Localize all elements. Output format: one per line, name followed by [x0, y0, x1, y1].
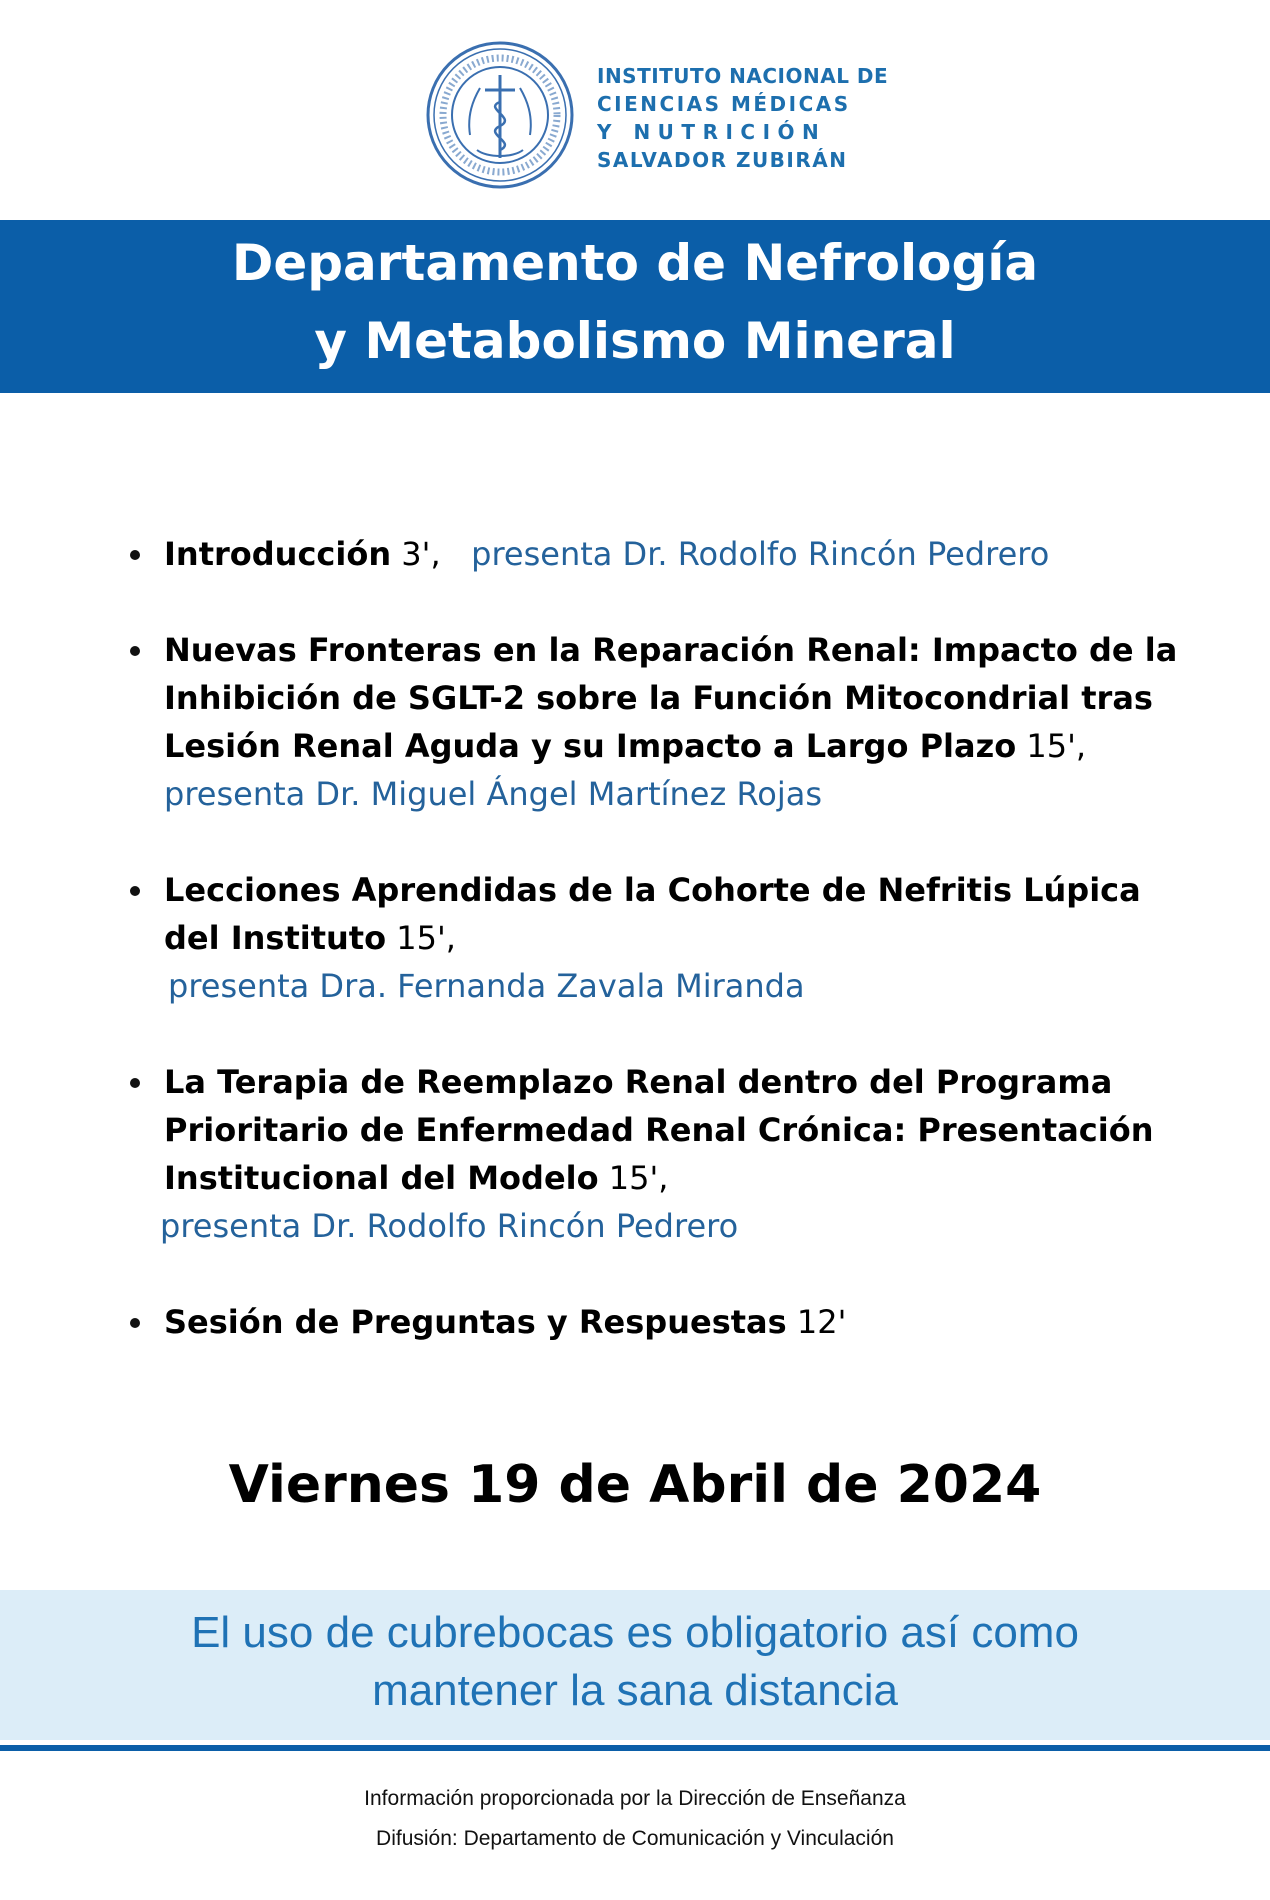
- banner-title-line: Departamento de Nefrología: [231, 234, 1039, 292]
- agenda-item-title: Lecciones Aprendidas de la Cohorte de Nefritis Lúpica del Instituto: [164, 871, 1141, 957]
- bullet-icon: [130, 550, 140, 560]
- institute-logo: [425, 40, 889, 190]
- bullet-icon: [130, 1318, 140, 1328]
- agenda-item-duration: 3',: [391, 535, 441, 573]
- agenda-item-duration: 15',: [1016, 727, 1087, 765]
- agenda-item-title: Introducción: [164, 535, 392, 573]
- bullet-icon: [130, 1078, 140, 1088]
- footer-info: Información proporcionada por la Dirección de Enseñanza: [364, 1787, 906, 1810]
- divider: [0, 1745, 1270, 1751]
- institute-name-line: CIENCIAS MÉDICAS: [597, 92, 851, 116]
- agenda-item: [128, 530, 1178, 578]
- mask-notice: [0, 1590, 1270, 1740]
- agenda-item-presenter: presenta Dr. Rodolfo Rincón Pedrero: [160, 1207, 739, 1245]
- agenda-item-presenter: presenta Dr. Miguel Ángel Martínez Rojas: [164, 775, 822, 813]
- agenda-item: [128, 626, 1178, 818]
- notice-line: El uso de cubrebocas es obligatorio así como: [191, 1608, 1079, 1657]
- agenda-item: [128, 866, 1178, 1010]
- agenda-item-title: Sesión de Preguntas y Respuestas: [164, 1303, 787, 1341]
- event-date: Viernes 19 de Abril de 2024: [228, 1455, 1042, 1515]
- agenda-item: [128, 1058, 1178, 1250]
- institute-name-line: SALVADOR ZUBIRÁN: [597, 148, 848, 172]
- bullet-icon: [130, 886, 140, 896]
- department-banner: [0, 220, 1270, 393]
- agenda-item-presenter: presenta Dra. Fernanda Zavala Miranda: [168, 967, 805, 1005]
- institute-name-line: INSTITUTO NACIONAL DE: [597, 64, 889, 88]
- institute-name: [597, 62, 889, 174]
- agenda-item-title: Nuevas Fronteras en la Reparación Renal: Impacto de la Inhibición de SGLT-2 sobre la Función Mitocondrial tras Lesión Renal Aguda y su Impacto a Largo Plazo: [164, 631, 1178, 765]
- institute-seal-icon: [425, 40, 575, 190]
- bullet-icon: [130, 646, 140, 656]
- banner-title-line: y Metabolismo Mineral: [314, 312, 956, 370]
- institute-name-line: Y NUTRICIÓN: [597, 120, 827, 144]
- agenda-item-duration: 12': [786, 1303, 847, 1341]
- agenda-item-duration: 15',: [386, 919, 456, 957]
- agenda-list: [128, 530, 1178, 1346]
- agenda-item: [128, 1298, 1178, 1346]
- notice-line: mantener la sana distancia: [372, 1666, 898, 1715]
- agenda-item-duration: 15',: [598, 1159, 669, 1197]
- agenda-item-title: La Terapia de Reemplazo Renal dentro del Programa Prioritario de Enfermedad Renal Crónica: Presentación Institucional del Modelo: [164, 1063, 1154, 1197]
- agenda-item-presenter: presenta Dr. Rodolfo Rincón Pedrero: [471, 535, 1050, 573]
- footer-diffusion: Difusión: Departamento de Comunicación y Vinculación: [376, 1827, 894, 1850]
